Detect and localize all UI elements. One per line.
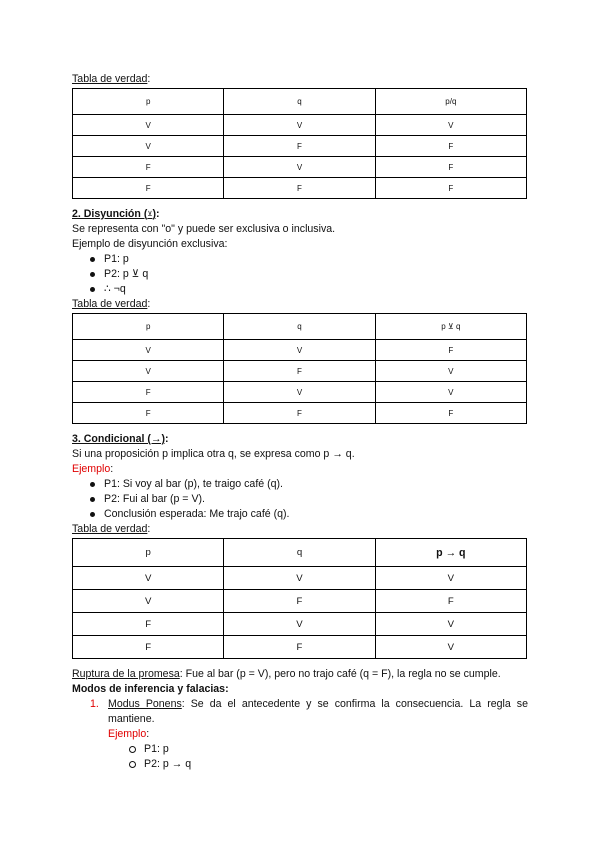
table-cell: V [224, 382, 375, 403]
section-heading-condicional: 3. Condicional (→): [72, 433, 169, 445]
list-item: P1: p [72, 252, 528, 267]
table-row [73, 115, 527, 136]
list-item: P2: p ⊻ q [72, 267, 528, 282]
table-cell: F [73, 636, 224, 659]
table-cell: V [375, 613, 526, 636]
example-label: Ejemplo: [72, 463, 114, 475]
table-cell: V [375, 382, 526, 403]
table-row [73, 340, 527, 361]
table-row [73, 136, 527, 157]
table-header: p [73, 539, 224, 567]
modos-heading: Modos de inferencia y falacias: [72, 683, 229, 695]
table-cell: F [224, 590, 375, 613]
list-item: P2: p → q [72, 757, 528, 772]
table-row [73, 590, 527, 613]
table-row [73, 382, 527, 403]
table-row [73, 567, 527, 590]
table-cell: F [375, 590, 526, 613]
table-cell: F [224, 136, 375, 157]
example-intro: Ejemplo de disyunción exclusiva: [72, 238, 228, 250]
table-header: p ⊻ q [375, 314, 526, 340]
table-cell: F [73, 157, 224, 178]
table-cell: V [73, 590, 224, 613]
table-cell: V [73, 115, 224, 136]
table-cell: V [224, 340, 375, 361]
table-cell: F [375, 403, 526, 424]
table-row [73, 403, 527, 424]
table-row [73, 613, 527, 636]
truth-table-1 [72, 88, 527, 199]
document-page [72, 72, 528, 772]
table-cell: V [375, 636, 526, 659]
section-description: Si una proposición p implica otra q, se expresa como p → q. [72, 448, 355, 460]
table-cell: F [375, 136, 526, 157]
table-row [73, 157, 527, 178]
table-cell: V [73, 340, 224, 361]
numbered-list [72, 697, 528, 772]
table-cell: V [375, 115, 526, 136]
table-cell: F [73, 403, 224, 424]
section-description: Se representa con "o" y puede ser exclusiva o inclusiva. [72, 223, 336, 235]
table-cell: F [224, 403, 375, 424]
table-header: p [73, 314, 224, 340]
table-row [73, 178, 527, 199]
list-item: 1. Modus Ponens: Se da el antecedente y se confirma la consecuencia. La regla se mantiene. Ejemplo: P1: p P2: p → q [72, 697, 528, 772]
bullet-list [72, 477, 528, 522]
bullet-list [72, 252, 528, 297]
table-cell: V [224, 567, 375, 590]
table-cell: V [224, 157, 375, 178]
list-item: ∴ ¬q [72, 282, 528, 297]
table-cell: F [73, 382, 224, 403]
table-label-1: Tabla de verdad: [72, 73, 151, 85]
table-cell: F [224, 178, 375, 199]
truth-table-3 [72, 538, 527, 659]
section-heading-disyuncion: 2. Disyunción (⊻): [72, 208, 160, 220]
table-header: p [73, 89, 224, 115]
table-label-2: Tabla de verdad: [72, 298, 151, 310]
table-cell: V [73, 136, 224, 157]
table-cell: V [73, 361, 224, 382]
table-row [73, 636, 527, 659]
table-row [73, 361, 527, 382]
table-cell: V [73, 567, 224, 590]
table-cell: F [375, 157, 526, 178]
list-item: P2: Fui al bar (p = V). [72, 492, 528, 507]
list-item: P1: p [72, 742, 528, 757]
example-label: Ejemplo: [108, 728, 150, 740]
truth-table-2 [72, 313, 527, 424]
table-cell: V [375, 567, 526, 590]
table-cell: F [375, 178, 526, 199]
table-cell: F [375, 340, 526, 361]
table-header: q [224, 89, 375, 115]
list-item: P1: Si voy al bar (p), te traigo café (q). [72, 477, 528, 492]
sub-list [72, 742, 528, 772]
table-header: q [224, 314, 375, 340]
table-cell: V [224, 613, 375, 636]
table-cell: V [375, 361, 526, 382]
table-header: p → q [375, 539, 526, 567]
table-cell: F [73, 178, 224, 199]
table-cell: F [73, 613, 224, 636]
table-cell: F [224, 361, 375, 382]
table-cell: F [224, 636, 375, 659]
ruptura-paragraph: Ruptura de la promesa: Fue al bar (p = V), pero no trajo café (q = F), la regla no se cumple. [72, 668, 501, 680]
table-header: p/q [375, 89, 526, 115]
table-header: q [224, 539, 375, 567]
table-cell: V [224, 115, 375, 136]
list-item: Conclusión esperada: Me trajo café (q). [72, 507, 528, 522]
table-label-3: Tabla de verdad: [72, 523, 151, 535]
